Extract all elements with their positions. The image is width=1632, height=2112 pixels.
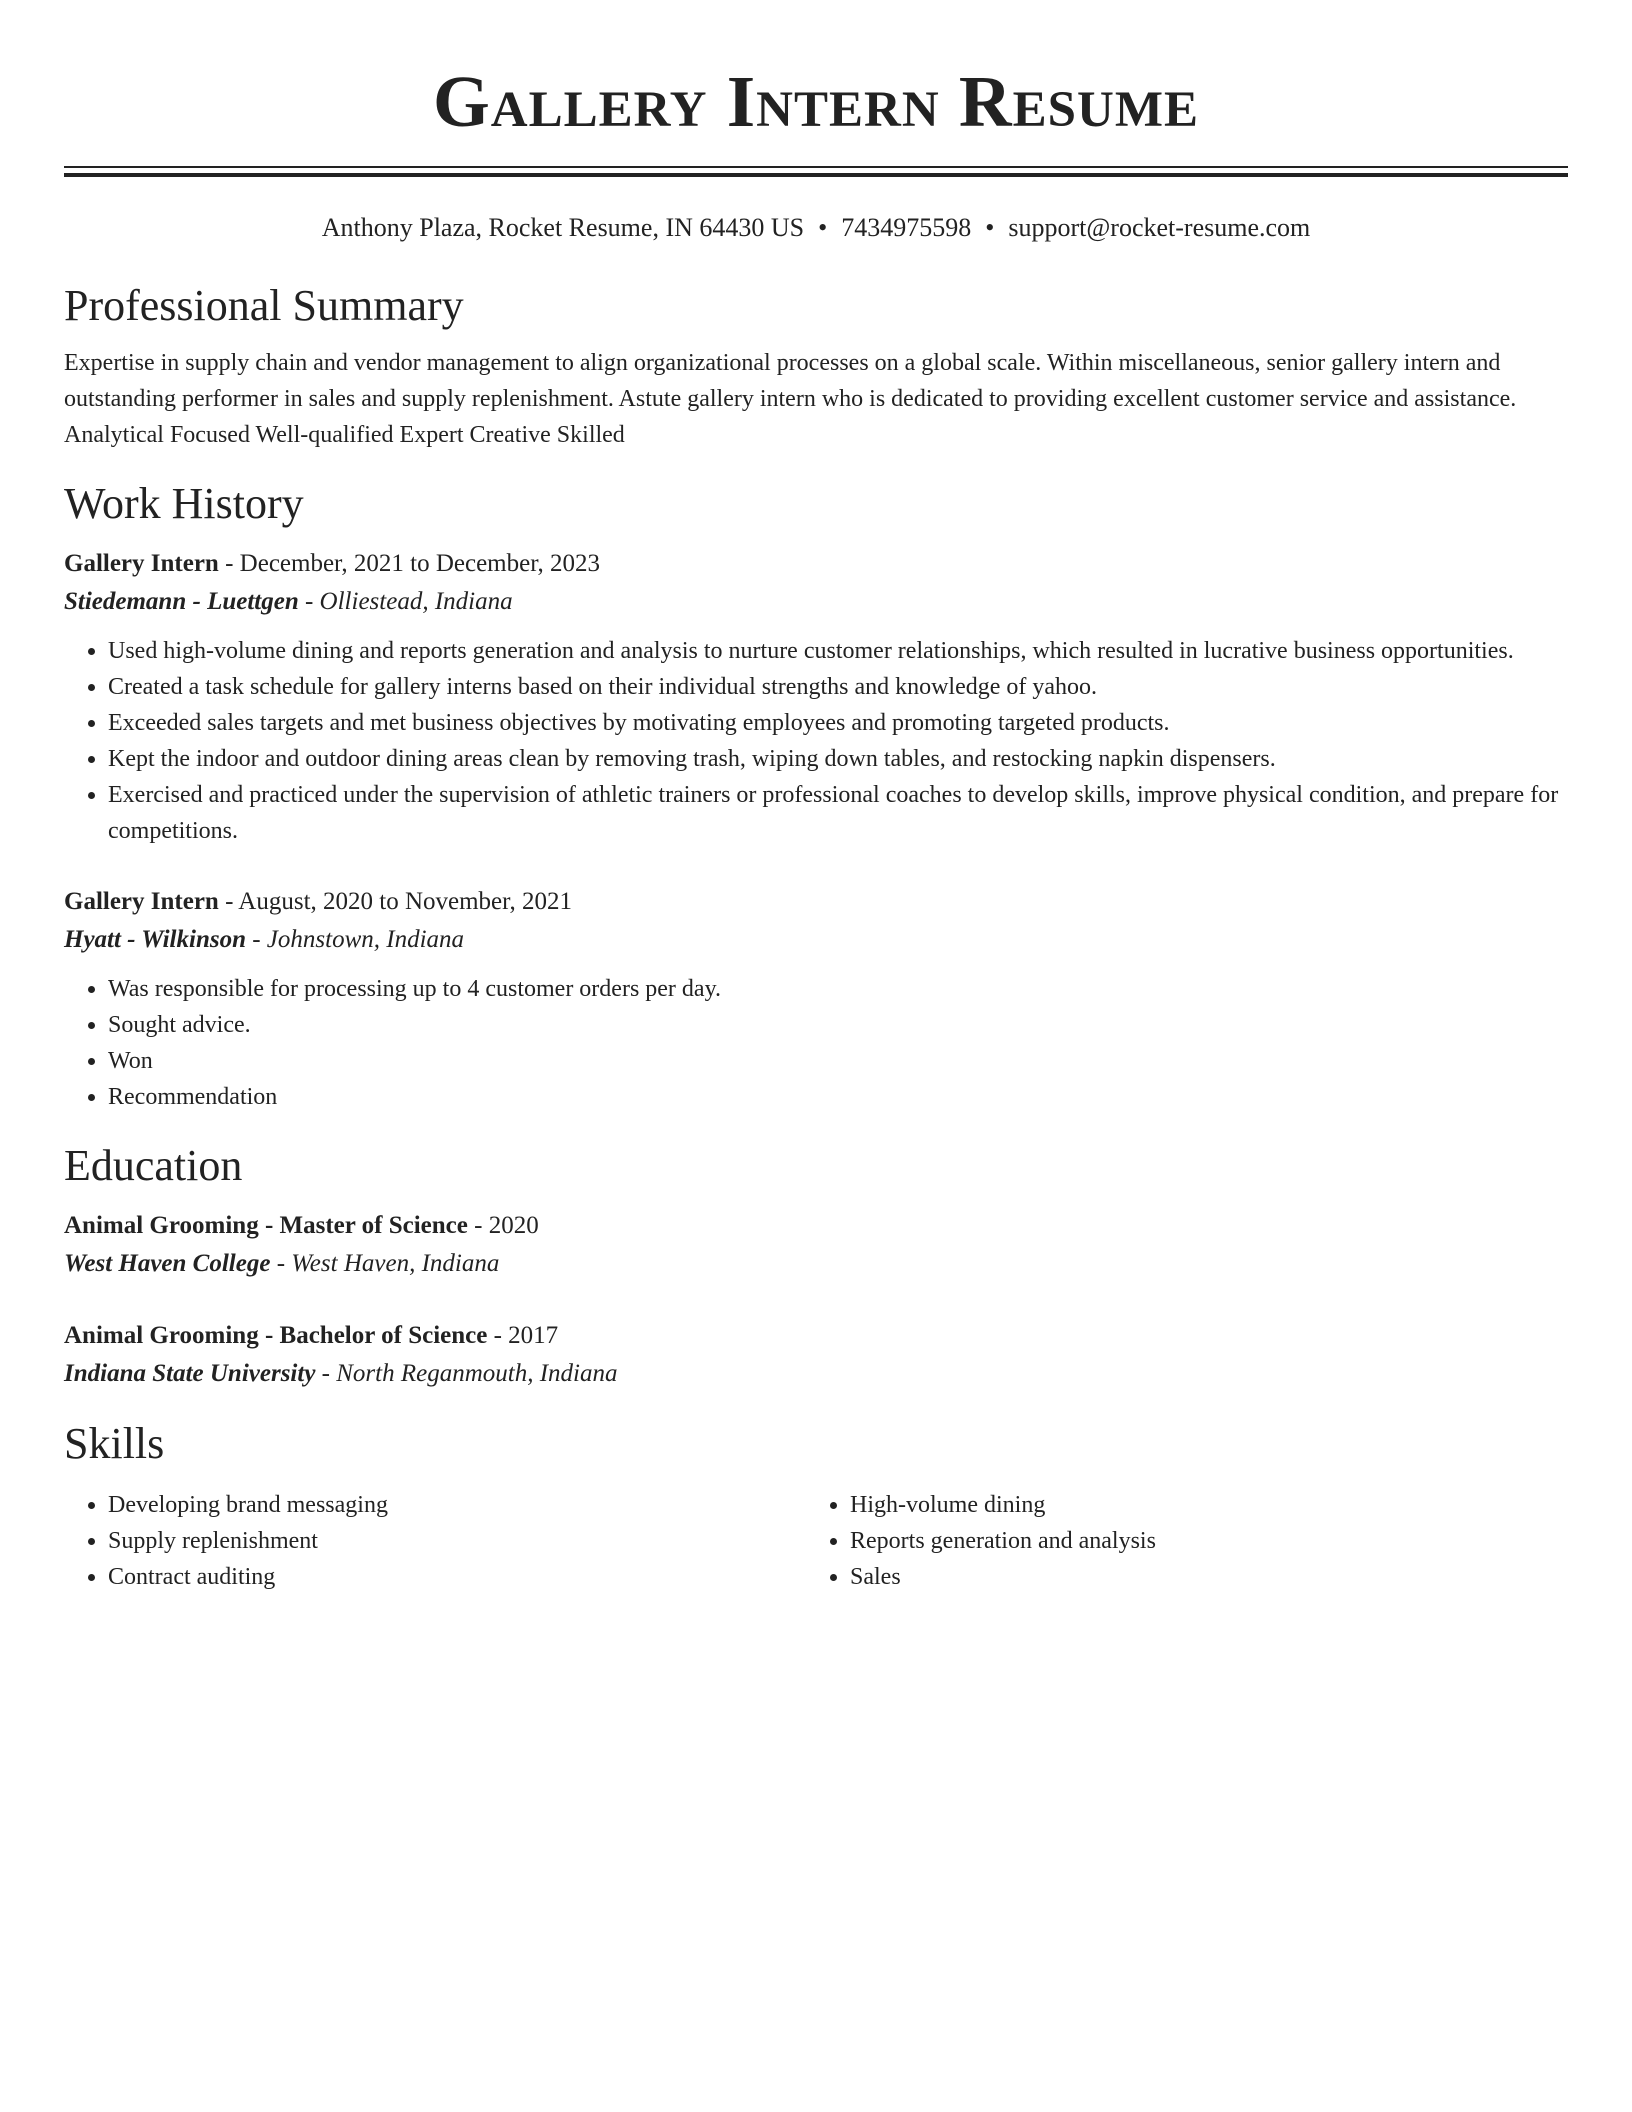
degree-name: Animal Grooming - Master of Science bbox=[64, 1212, 468, 1239]
job-bullets bbox=[64, 971, 1568, 1115]
job-bullet: • Exercised and practiced under the supervision of athletic trainers or professional coaches to develop skills, improve physical condition, and prepare for competitions. bbox=[108, 777, 1568, 849]
skill-item: • Supply replenishment bbox=[108, 1523, 806, 1559]
resume-title: Gallery Intern Resume bbox=[432, 61, 1200, 142]
job-title-line bbox=[64, 883, 1568, 921]
contact-phone: 7434975598 bbox=[841, 213, 972, 242]
title-double-rule bbox=[64, 166, 1568, 177]
summary-heading: Professional Summary bbox=[64, 281, 464, 330]
contact-email: support@rocket-resume.com bbox=[1008, 213, 1311, 242]
degree-line bbox=[64, 1207, 1568, 1245]
skill-item: • Reports generation and analysis bbox=[850, 1523, 1548, 1559]
skill-item: • High-volume dining bbox=[850, 1487, 1548, 1523]
job-bullets bbox=[64, 633, 1568, 849]
job-company-line bbox=[64, 921, 1568, 959]
work-history-section bbox=[64, 477, 1568, 1115]
education-section bbox=[64, 1139, 1568, 1393]
job-title: Gallery Intern bbox=[64, 888, 219, 915]
school-line bbox=[64, 1245, 1568, 1283]
job-entry bbox=[64, 883, 1568, 1115]
job-bullet: • Won bbox=[108, 1043, 1568, 1079]
skills-heading: Skills bbox=[64, 1419, 165, 1468]
job-bullet: • Was responsible for processing up to 4 customer orders per day. bbox=[108, 971, 1568, 1007]
education-entry bbox=[64, 1317, 1568, 1393]
skill-item: • Developing brand messaging bbox=[108, 1487, 806, 1523]
job-bullet: • Recommendation bbox=[108, 1079, 1568, 1115]
job-company-line bbox=[64, 583, 1568, 621]
skills-section bbox=[64, 1417, 1568, 1595]
job-company: Stiedemann - Luettgen bbox=[64, 588, 299, 615]
skill-item: • Contract auditing bbox=[108, 1559, 806, 1595]
skills-column-left bbox=[64, 1487, 806, 1595]
job-title: Gallery Intern bbox=[64, 550, 219, 577]
skill-item: • Sales bbox=[850, 1559, 1548, 1595]
work-history-heading: Work History bbox=[64, 479, 304, 528]
skills-column-right bbox=[806, 1487, 1548, 1595]
degree-line bbox=[64, 1317, 1568, 1355]
job-dates: - August, 2020 to November, 2021 bbox=[218, 888, 572, 915]
job-bullet: • Created a task schedule for gallery interns based on their individual strengths and knowledge of yahoo. bbox=[108, 669, 1568, 705]
contact-separator: • bbox=[985, 213, 995, 242]
degree-name: Animal Grooming - Bachelor of Science bbox=[64, 1322, 488, 1349]
contact-separator: • bbox=[818, 213, 828, 242]
school-name: West Haven College bbox=[64, 1250, 271, 1277]
job-location: - Johnstown, Indiana bbox=[245, 926, 465, 953]
job-bullet: • Sought advice. bbox=[108, 1007, 1568, 1043]
job-bullet: • Used high-volume dining and reports generation and analysis to nurture customer relationships, which resulted in lucrative business opportunities. bbox=[108, 633, 1568, 669]
school-line bbox=[64, 1355, 1568, 1393]
education-heading: Education bbox=[64, 1141, 243, 1190]
job-dates: - December, 2021 to December, 2023 bbox=[218, 550, 601, 577]
school-location: - West Haven, Indiana bbox=[270, 1250, 500, 1277]
job-title-line bbox=[64, 545, 1568, 583]
summary-section bbox=[64, 279, 1568, 453]
job-location: - Olliestead, Indiana bbox=[298, 588, 513, 615]
skills-grid bbox=[64, 1487, 1568, 1595]
school-location: - North Reganmouth, Indiana bbox=[315, 1360, 618, 1387]
contact-line bbox=[64, 211, 1568, 245]
degree-year: - 2020 bbox=[467, 1212, 539, 1239]
job-bullet: • Kept the indoor and outdoor dining areas clean by removing trash, wiping down tables, and restocking napkin dispensers. bbox=[108, 741, 1568, 777]
education-entry bbox=[64, 1207, 1568, 1283]
job-entry bbox=[64, 545, 1568, 849]
job-company: Hyatt - Wilkinson bbox=[64, 926, 246, 953]
contact-address: Anthony Plaza, Rocket Resume, IN 64430 US bbox=[321, 213, 805, 242]
degree-year: - 2017 bbox=[487, 1322, 559, 1349]
school-name: Indiana State University bbox=[64, 1360, 316, 1387]
job-bullet: • Exceeded sales targets and met business objectives by motivating employees and promoting targeted products. bbox=[108, 705, 1568, 741]
summary-text: Expertise in supply chain and vendor management to align organizational processes on a global scale. Within miscellaneous, senior gallery intern and outstanding performer in sales and supply replenishment. Astute gallery intern who is dedicated to providing excellent customer service and assistance. Analytical Focused Well-qualified Expert Creative Skilled bbox=[64, 350, 1517, 448]
